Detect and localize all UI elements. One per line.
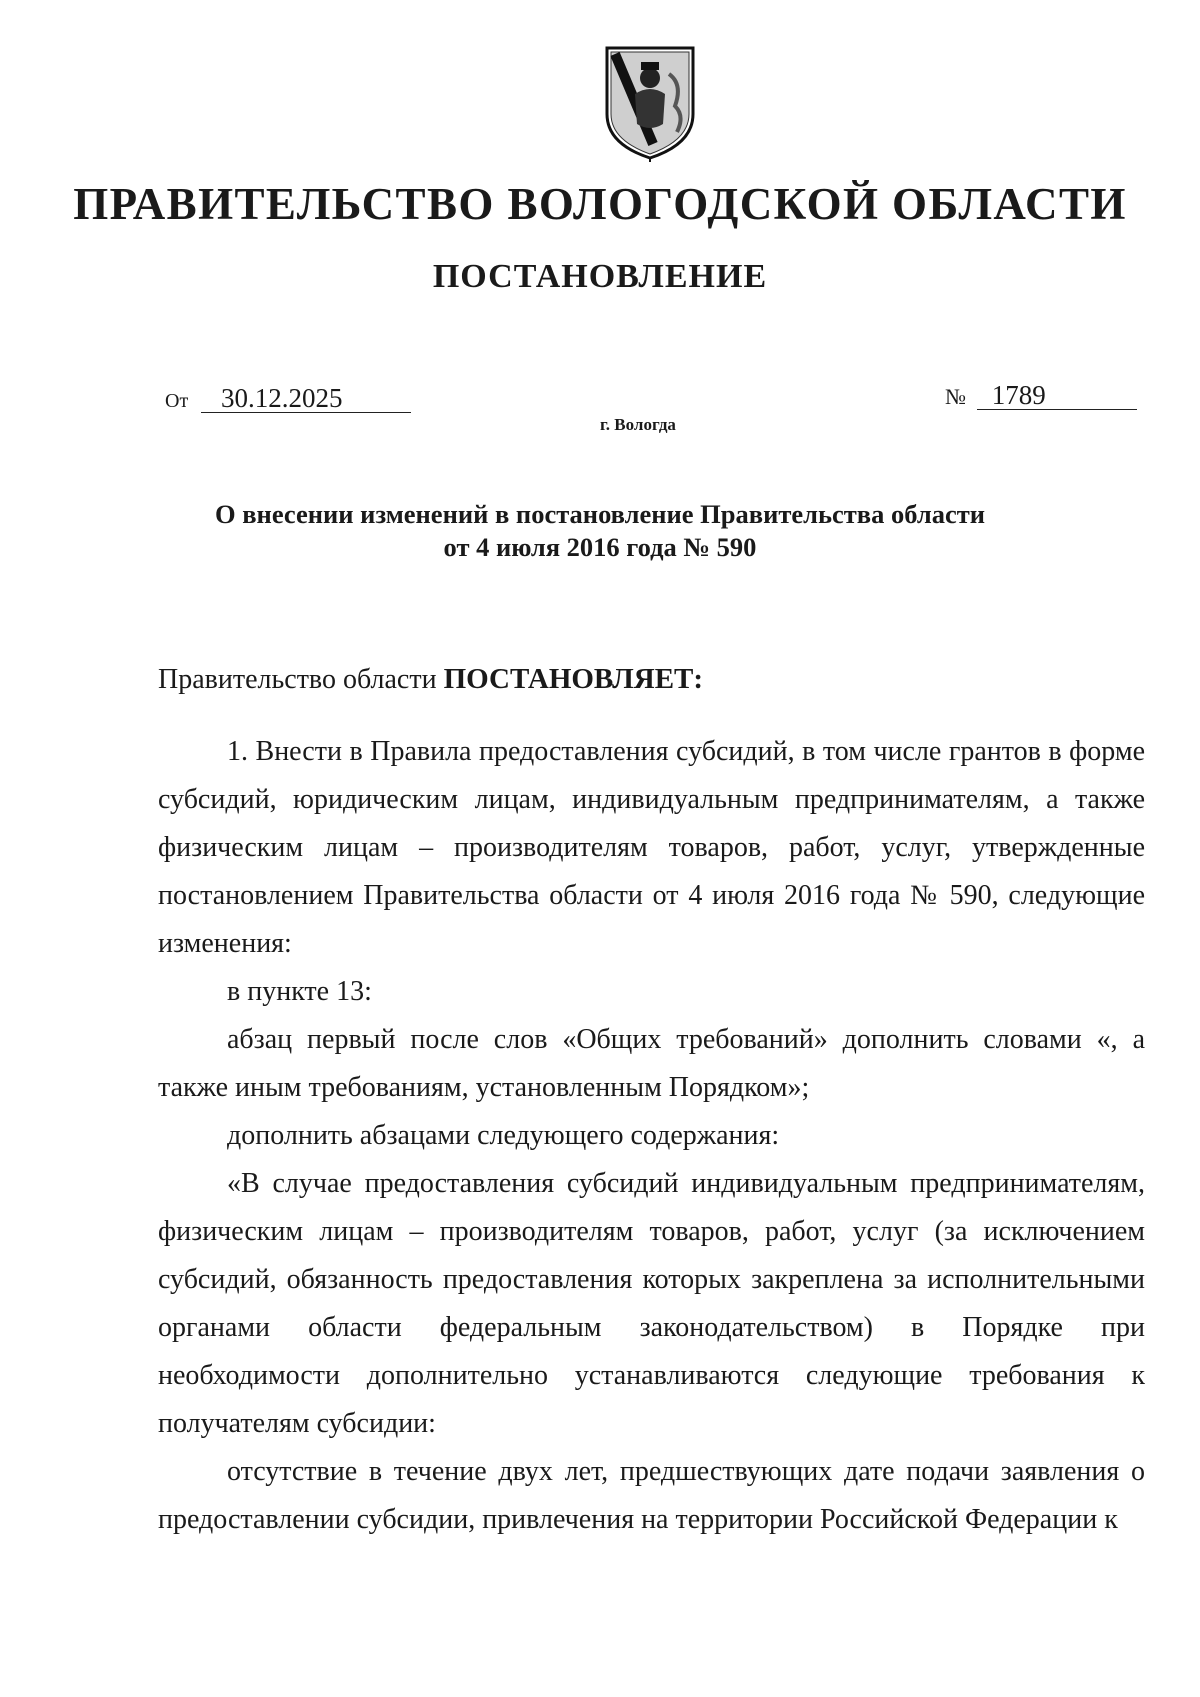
document-body <box>158 655 1145 1544</box>
paragraph-5: «В случае предоставления субсидий индивидуальным предпринимателям, физическим лицам – производителям товаров, работ, услуг (за исключением субсидий, обязанность предоставления которых закреплена за исполнительными органами области федеральным законодательством) в Порядке при необходимости дополнительно устанавливаются следующие требования к получателям субсидии: <box>158 1168 1145 1439</box>
intro-prefix: Правительство области <box>158 664 437 695</box>
coat-of-arms-icon <box>603 44 697 162</box>
paragraph-1: 1. Внести в Правила предоставления субсидий, в том числе грантов в форме субсидий, юридическим лицам, индивидуальным предпринимателям, а также физическим лицам – производителям товаров, работ, услуг, утвержденные постановлением Правительства области от 4 июля 2016 года № 590, следующие изменения: <box>158 736 1145 959</box>
organization-title: ПРАВИТЕЛЬСТВО ВОЛОГОДСКОЙ ОБЛАСТИ <box>73 179 1127 229</box>
number-prefix: № <box>945 384 966 409</box>
paragraph-2: в пункте 13: <box>227 976 372 1007</box>
paragraph-3: абзац первый после слов «Общих требований» дополнить словами «, а также иным требованиям, установленным Порядком»; <box>158 1024 1145 1103</box>
date-prefix: От <box>165 390 189 412</box>
document-type: ПОСТАНОВЛЕНИЕ <box>432 258 768 295</box>
paragraph-4: дополнить абзацами следующего содержания: <box>227 1120 780 1151</box>
document-number <box>945 380 1137 411</box>
resolution-intro <box>158 655 1145 704</box>
document-date <box>165 383 411 414</box>
subject-line-2: от 4 июля 2016 года № 590 <box>443 532 757 562</box>
city-label: г. Вологда <box>600 415 676 434</box>
intro-verb: ПОСТАНОВЛЯЕТ: <box>443 663 704 695</box>
document-subject <box>0 498 1200 564</box>
paragraph-6: отсутствие в течение двух лет, предшествующих дате подачи заявления о предоставлении субсидии, привлечения на территории Российской Федерации к <box>158 1456 1145 1535</box>
date-value: 30.12.2025 <box>201 384 411 413</box>
number-value: 1789 <box>977 381 1137 410</box>
subject-line-1: О внесении изменений в постановление Правительства области <box>215 499 985 529</box>
